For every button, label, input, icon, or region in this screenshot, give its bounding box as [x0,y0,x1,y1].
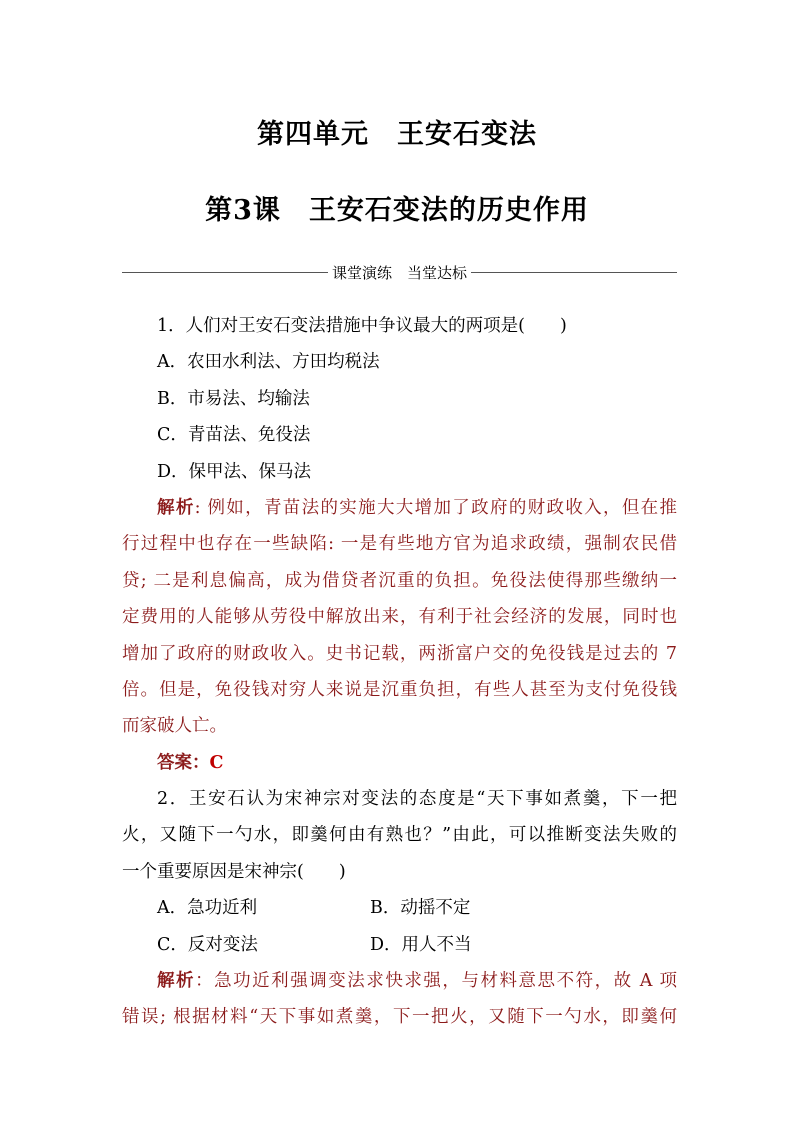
q1-answer-label: 答案： [157,752,210,773]
q1-analysis-line: 倍。但是，免役钱对穷人来说是沉重负担，有些人甚至为支付免役钱 [122,679,677,700]
q2-option-d: D．用人不当 [370,934,472,955]
q2-options-row-1 [122,890,677,926]
q2-analysis-line [122,963,677,999]
divider-rule-left [122,272,328,273]
q1-analysis-line: 贷; 二是利息偏高，成为借贷者沉重的负担。免役法使得那些缴纳一 [122,570,677,591]
q1-analysis-line [122,490,677,526]
q1-analysis-label: 解析 [157,497,195,518]
q1-answer [122,745,677,781]
q2-analysis-line: 错误; 根据材料“天下事如煮羹，下一把火，又随下一勺水，即羹何 [122,1007,677,1028]
q2-analysis-text: ：急功近利强调变法求快求强，与材料意思不符，故 A 项 [195,971,678,992]
divider-rule-right [471,272,677,273]
lesson-title: 第3课 王安石变法的历史作用 [205,195,589,226]
q2-options-row-2 [122,927,677,963]
q2-stem-line: 2．王安石认为宋神宗对变法的态度是“天下事如煮羹，下一把 [157,789,677,810]
section-label: 课堂演练 当堂达标 [332,263,468,282]
q1-analysis-text: : 例如，青苗法的实施大大增加了政府的财政收入，但在推 [194,497,677,518]
q1-stem: 1．人们对王安石变法措施中争议最大的两项是( ) [157,316,567,336]
unit-title: 第四单元 王安石变法 [257,119,537,150]
q2-option-a: A．急功近利 [157,898,258,919]
q1-analysis-line: 增加了政府的财政收入。史书记载，两浙富户交的免役钱是过去的 7 [122,643,677,664]
q1-option-c: C．青苗法、免役法 [157,425,311,446]
q2-stem-line: 火，又随下一勺水，即羹何由有熟也？”由此，可以推断变法失败的 [122,825,677,846]
q1-answer-value: C [209,752,224,773]
q2-analysis-label: 解析 [157,971,196,992]
q1-option-b: B．市易法、均输法 [157,388,310,409]
q1-analysis-line: 定费用的人能够从劳役中解放出来，有利于社会经济的发展，同时也 [122,607,677,628]
q2-option-c: C．反对变法 [157,934,258,955]
q1-option-d: D．保甲法、保马法 [157,461,312,482]
q1-analysis-line: 而家破人亡。 [122,716,227,737]
section-divider [122,262,677,282]
question-content [122,308,677,1036]
q2-stem-line: 一个重要原因是宋神宗( ) [122,861,346,882]
q1-analysis-line: 行过程中也存在一些缺陷: 一是有些地方官为追求政绩，强制农民借 [122,534,677,555]
q1-option-a: A．农田水利法、方田均税法 [157,352,380,373]
q2-option-b: B．动摇不定 [370,898,471,919]
